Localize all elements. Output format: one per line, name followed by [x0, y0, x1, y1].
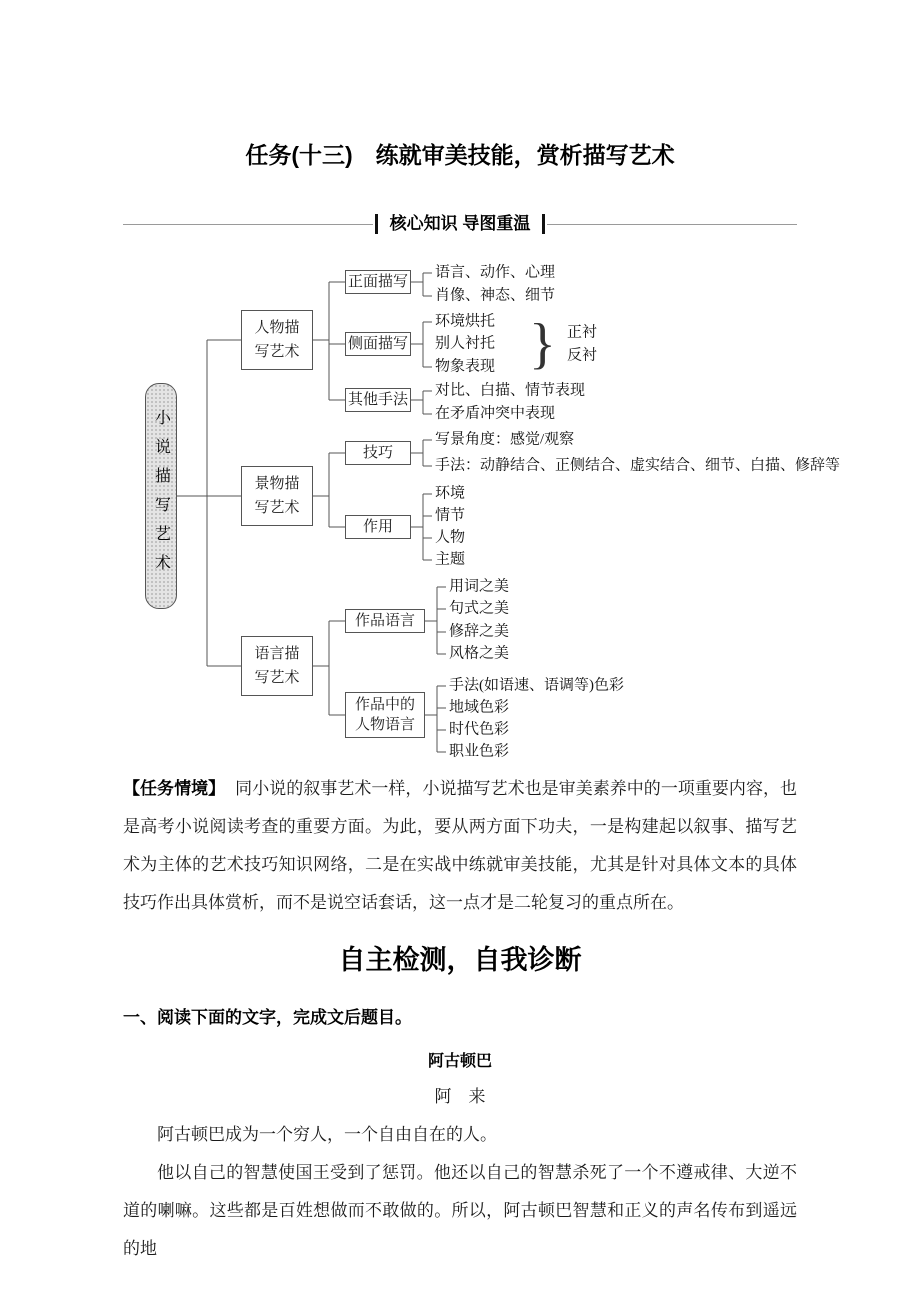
diagram-leaf: 手法：动静结合、正侧结合、虚实结合、细节、白描、修辞等 — [435, 457, 841, 474]
story-author: 阿 来 — [434, 1087, 486, 1106]
diagram-leaf: 风格之美 — [449, 645, 510, 662]
diagram-leaf: 正衬 — [567, 324, 598, 341]
story-title: 阿古顿巴 — [427, 1053, 492, 1070]
branch-node-character: 人物描写艺术 — [241, 310, 313, 370]
diagram-leaf: 写景角度：感觉/观察 — [435, 431, 575, 448]
diagram-leaf: 地域色彩 — [449, 699, 510, 716]
branch-node-scenery: 景物描写艺术 — [241, 466, 313, 526]
concept-map — [129, 254, 841, 764]
diagram-leaf: 修辞之美 — [449, 623, 510, 640]
branch-node-language: 语言描写艺术 — [241, 636, 313, 696]
diagram-leaf: 时代色彩 — [449, 721, 510, 738]
sub-node-work-language: 作品语言 — [345, 609, 425, 633]
diagram-leaf: 肖像、神态、细节 — [435, 287, 556, 304]
sub-node-other: 其他手法 — [345, 388, 411, 412]
story-paragraph: 阿古顿巴成为一个穷人，一个自由自在的人。 — [157, 1125, 497, 1144]
diagram-leaf: 别人衬托 — [435, 335, 496, 352]
diagram-leaf: 用词之美 — [449, 578, 510, 595]
diagram-leaf: 句式之美 — [449, 600, 510, 617]
section-header — [123, 214, 797, 234]
diagram-leaf: 职业色彩 — [449, 743, 510, 760]
task-context-paragraph — [123, 770, 797, 922]
diagram-leaf: 环境烘托 — [435, 313, 496, 330]
diagram-leaf: 情节 — [435, 507, 466, 524]
diagram-leaf: 反衬 — [567, 347, 598, 364]
sub-node-character-language: 作品中的人物语言 — [345, 692, 425, 738]
task-context-text: 同小说的叙事艺术一样，小说描写艺术也是审美素养中的一项重要内容，也是高考小说阅读考查的重要方面。为此，要从两方面下功夫，一是构建起以叙事、描写艺术为主体的艺术技巧知识网络，二是在实战中练就审美技能，尤其是针对具体文本的具体技巧作出具体赏析，而不是说空话套话，这一点才是二轮复习的重点所在。 — [123, 779, 798, 912]
section-header-label: 核心知识 导图重温 — [375, 214, 546, 234]
sub-node-function: 作用 — [345, 515, 411, 539]
brace-icon: } — [529, 313, 556, 375]
header-rule-right — [547, 224, 797, 225]
diagram-leaf: 语言、动作、心理 — [435, 264, 556, 281]
header-rule-left — [123, 224, 373, 225]
diagram-leaf: 人物 — [435, 529, 466, 546]
sub-node-frontal: 正面描写 — [345, 270, 411, 294]
task-context-label: 【任务情境】 — [123, 779, 226, 798]
diagram-leaf: 物象表现 — [435, 358, 496, 375]
diagram-root-node: 小说描写艺术 — [145, 383, 177, 609]
diagram-leaf: 主题 — [435, 551, 466, 568]
story-paragraph: 他以自己的智慧使国王受到了惩罚。他还以自己的智慧杀死了一个不遵戒律、大逆不道的喇嘛。这些都是百姓想做而不敢做的。所以，阿古顿巴智慧和正义的声名传布到遥远的地 — [123, 1163, 797, 1258]
page-title: 任务(十三) 练就审美技能，赏析描写艺术 — [245, 142, 675, 168]
sub-node-technique: 技巧 — [345, 441, 411, 465]
exercise-instruction: 一、阅读下面的文字，完成文后题目。 — [123, 1008, 412, 1027]
diagram-leaf: 在矛盾冲突中表现 — [435, 405, 556, 422]
diagram-leaf: 环境 — [435, 485, 466, 502]
diagram-leaf: 对比、白描、情节表现 — [435, 382, 586, 399]
diagram-leaf: 手法(如语速、语调等)色彩 — [449, 677, 624, 694]
sub-node-side: 侧面描写 — [345, 332, 411, 356]
selftest-heading: 自主检测，自我诊断 — [338, 945, 582, 975]
